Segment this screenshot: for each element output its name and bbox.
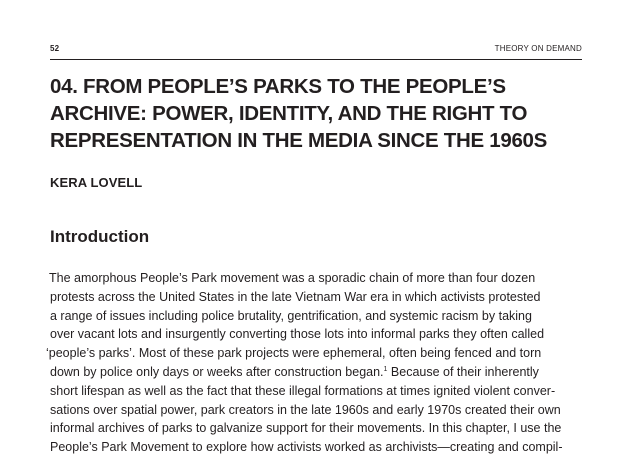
chapter-title xyxy=(50,73,610,154)
body-line xyxy=(50,363,539,382)
body-line-text: down by police only days or weeks after construction began. xyxy=(50,365,384,379)
running-head xyxy=(50,44,582,58)
chapter-title-line: 04. FROM PEOPLE’S PARKS TO THE PEOPLE’S xyxy=(50,75,506,98)
author-name: KERA LOVELL xyxy=(50,175,143,190)
body-line: ‘people’s parks’. Most of these park projects were ephemeral, often being fenced and torn xyxy=(46,346,542,361)
body-line: a range of issues including police brutality, gentrification, and systemic racism by taking xyxy=(50,308,532,323)
chapter-title-line: REPRESENTATION IN THE MEDIA SINCE THE 1960S xyxy=(50,129,548,152)
body-line: over vacant lots and insurgently converting those lots into informal parks they often called xyxy=(50,327,545,342)
body-line: short lifespan as well as the fact that these illegal formations at times ignited violent conver- xyxy=(50,383,556,398)
header-rule xyxy=(50,59,582,60)
body-line: The amorphous People’s Park movement was a sporadic chain of more than four dozen xyxy=(49,271,536,285)
chapter-title-line: ARCHIVE: POWER, IDENTITY, AND THE RIGHT TO xyxy=(50,102,528,125)
body-line: informal archives of parks to galvanize support for their movements. In this chapter, I use the xyxy=(50,421,562,436)
body-line-continuation: Because of their inherently xyxy=(387,365,539,379)
page-number: 52 xyxy=(50,44,60,53)
footnote-marker[interactable]: 1 xyxy=(383,366,388,373)
series-title: THEORY ON DEMAND xyxy=(494,44,582,53)
body-line: sations over spatial power, park creators in the late 1960s and early 1970s created their own xyxy=(50,402,561,417)
body-line: protests across the United States in the late Vietnam War era in which activists protested xyxy=(50,289,541,304)
body-line: People’s Park Movement to explore how activists worked as archivists—creating and compil- xyxy=(50,440,563,455)
section-heading: Introduction xyxy=(50,227,150,246)
